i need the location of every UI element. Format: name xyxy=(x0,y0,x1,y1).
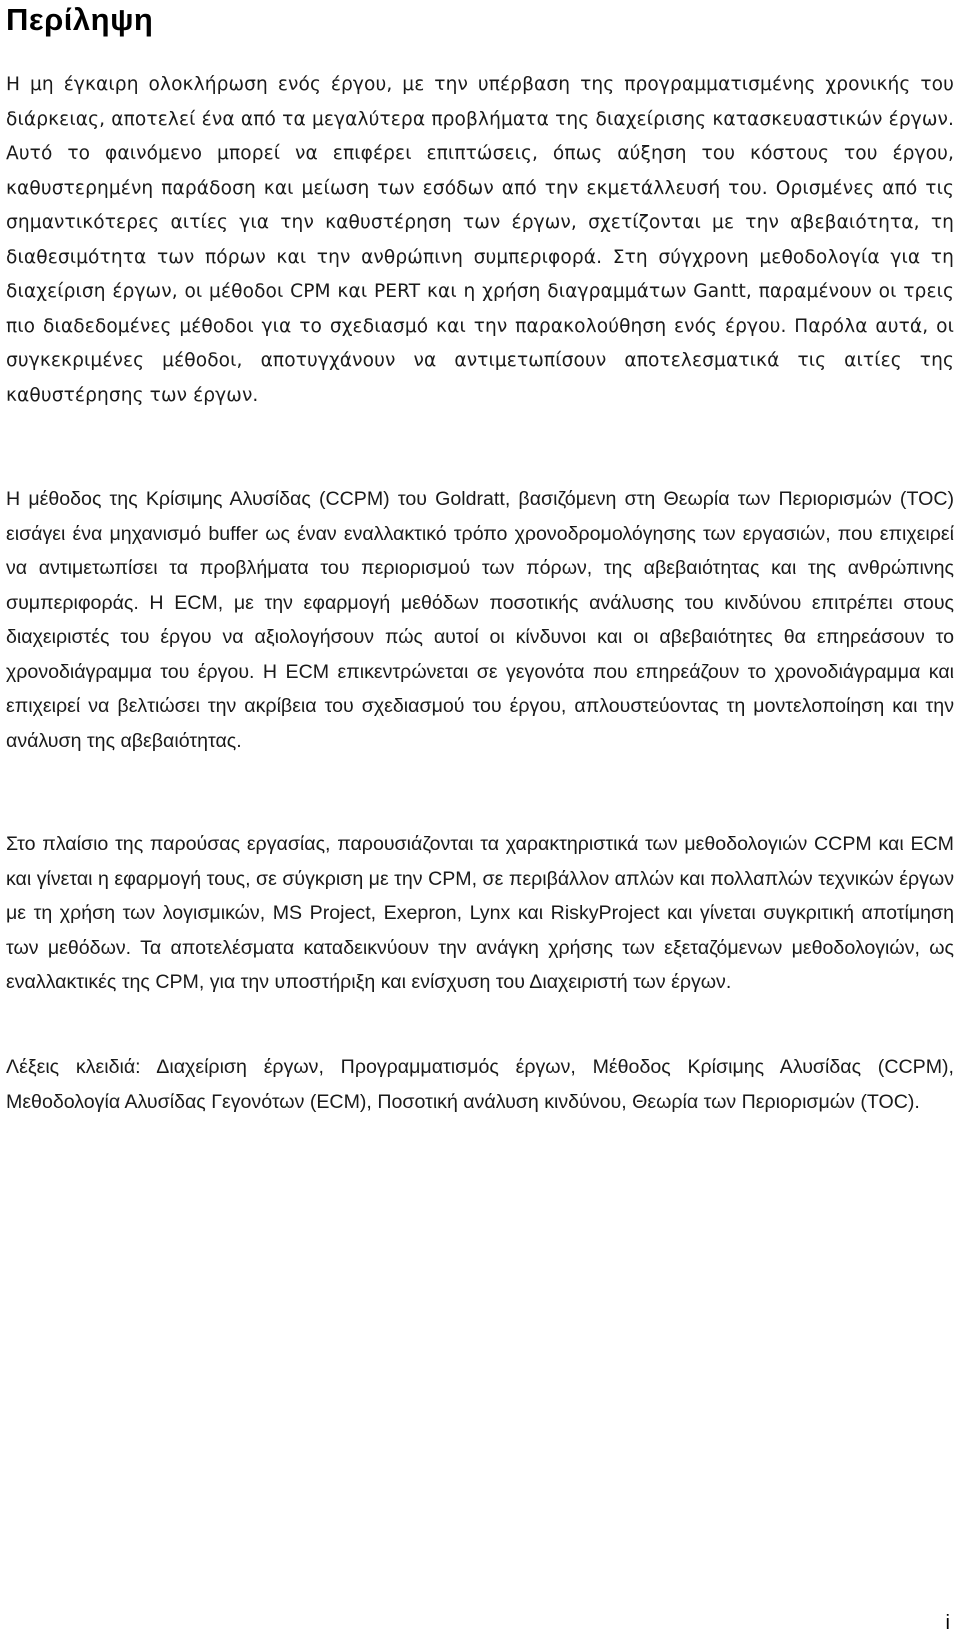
page-number: i xyxy=(945,1612,950,1634)
keywords-paragraph: Λέξεις κλειδιά: Διαχείριση έργων, Προγραμματισμός έργων, Μέθοδος Κρίσιμης Αλυσίδας (CCPM), Μεθοδολογία Αλυσίδας Γεγονότων (ECM), Ποσοτική ανάλυση κινδύνου, Θεωρία των Περιορισμών (TOC). xyxy=(6,1056,954,1113)
abstract-paragraph-3: Στο πλαίσιο της παρούσας εργασίας, παρουσιάζονται τα χαρακτηριστικά των μεθοδολογιών CCPM και ECM και γίνεται η εφαρμογή τους, σε σύγκριση με την CPM, σε περιβάλλον απλών και πολλαπλών τεχνικών έργων με τη χρήση των λογισμικών, MS Project, Exepron, Lynx και RiskyProject και γίνεται συγκριτική αποτίμηση των μεθόδων. Τα αποτελέσματα καταδεικνύουν την ανάγκη χρήσης των εξεταζόμενων μεθοδολογιών, ως εναλλακτικές της CPM, για την υποστήριξη και ενίσχυση του Διαχειριστή των έργων. xyxy=(6,833,954,993)
abstract-paragraph-1: Η μη έγκαιρη ολοκλήρωση ενός έργου, με την υπέρβαση της προγραμματισμένης χρονικής του διάρκειας, αποτελεί ένα από τα μεγαλύτερα προβλήματα της διαχείρισης κατασκευαστικών έργων. Αυτό το φαινόμενο μπορεί να επιφέρει επιπτώσεις, όπως αύξηση του κόστους του έργου, καθυστερημένη παράδοση και μείωση των εσόδων από την εκμετάλλευσή του. Ορισμένες από τις σημαντικότερες αιτίες για την καθυστέρηση των έργων, σχετίζονται με την αβεβαιότητα, τη διαθεσιμότητα των πόρων και την ανθρώπινη συμπεριφορά. Στη σύγχρονη μεθοδολογία για τη διαχείριση έργων, οι μέθοδοι CPM και PERT και η χρήση διαγραμμάτων Gantt, παραμένουν οι τρεις πιο διαδεδομένες μέθοδοι για το σχεδιασμό και την παρακολούθηση ενός έργου. Παρόλα αυτά, οι συγκεκριμένες μέθοδοι, αποτυγχάνουν να αντιμετωπίσουν αποτελεσματικά τις αιτίες της καθυστέρησης των έργων. xyxy=(6,74,954,406)
abstract-paragraph-2: Η μέθοδος της Κρίσιμης Αλυσίδας (CCPM) του Goldratt, βασιζόμενη στη Θεωρία των Περιορισμών (TOC) εισάγει ένα μηχανισμό buffer ως έναν εναλλακτικό τρόπο χρονοδρομολόγησης των εργασιών, που επιχειρεί να αντιμετωπίσει τα προβλήματα του περιορισμού των πόρων, της αβεβαιότητας και της ανθρώπινης συμπεριφοράς. Η ECM, με την εφαρμογή μεθόδων ποσοτικής ανάλυσης του κινδύνου επιτρέπει στους διαχειριστές του έργου να αξιολογήσουν πώς αυτοί οι κίνδυνοι και οι αβεβαιότητες θα επηρεάσουν το χρονοδιάγραμμα του έργου. Η ECM επικεντρώνεται σε γεγονότα που επηρεάζουν το χρονοδιάγραμμα και επιχειρεί να βελτιώσει την ακρίβεια του σχεδιασμού του έργου, απλουστεύοντας τη μοντελοποίηση και την ανάλυση της αβεβαιότητας. xyxy=(6,488,954,752)
page-title: Περίληψη xyxy=(6,2,154,37)
